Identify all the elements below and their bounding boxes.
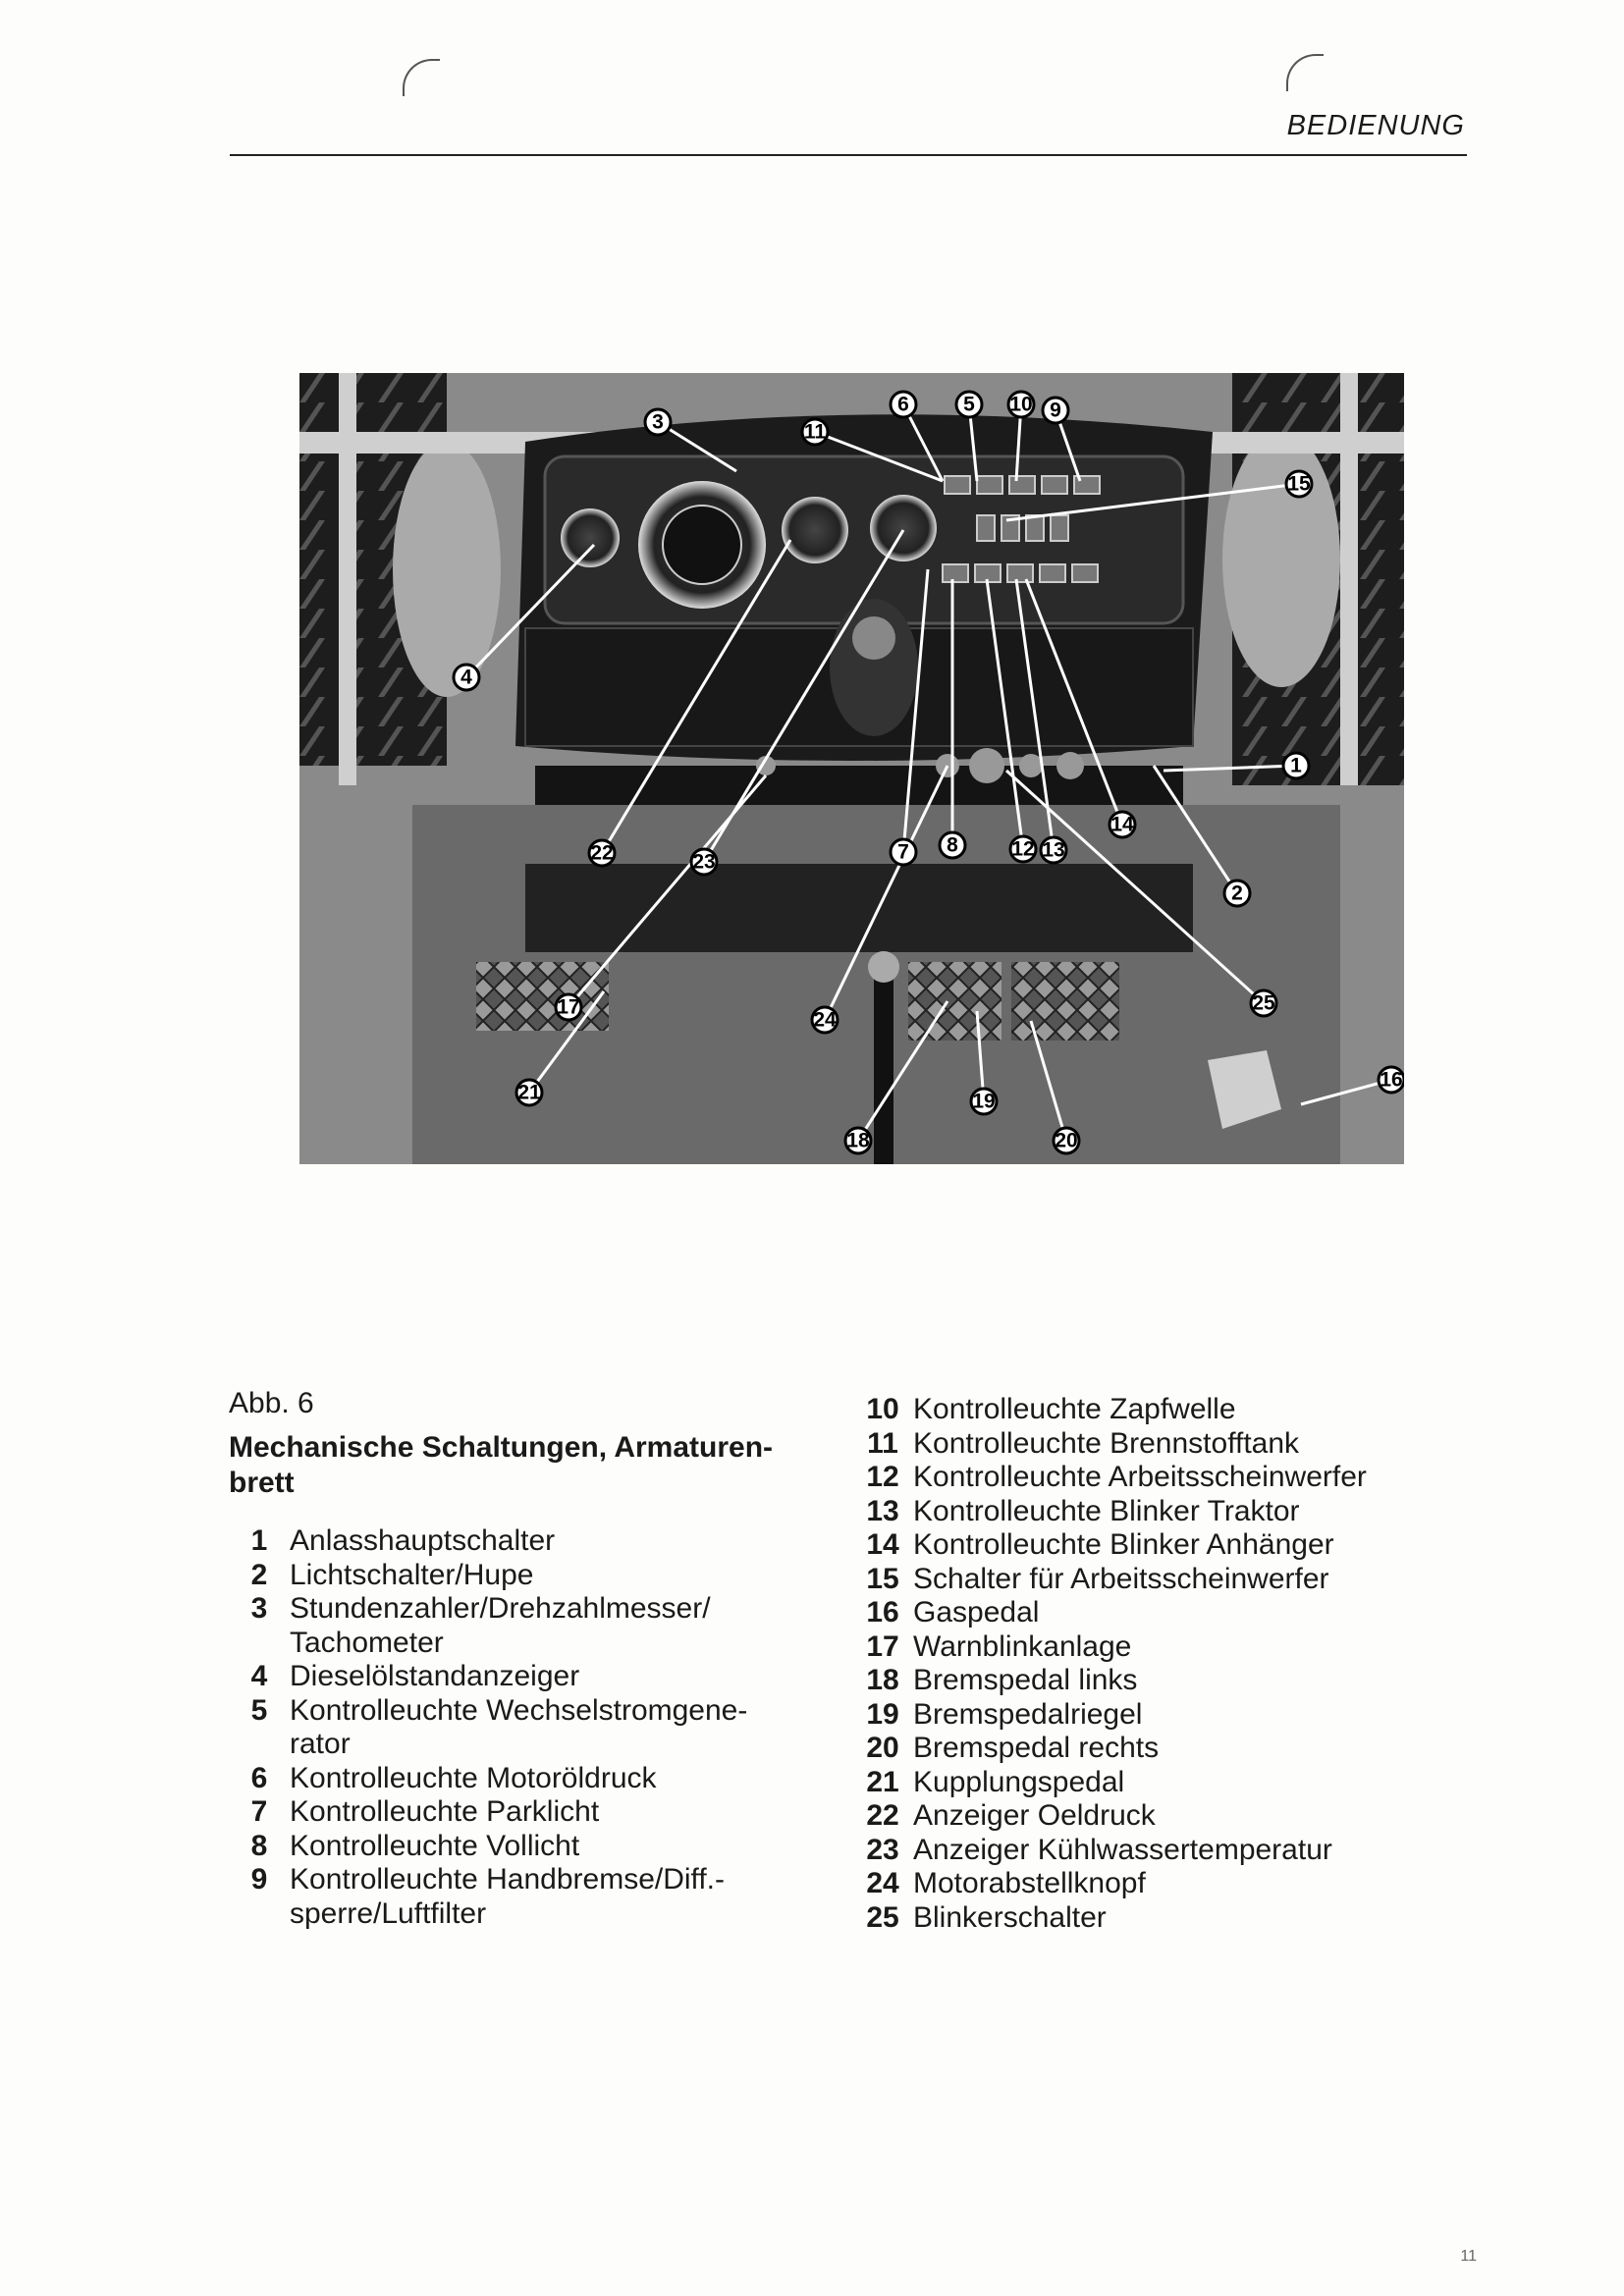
svg-text:24: 24	[813, 1008, 837, 1032]
callout-9	[1043, 398, 1068, 423]
svg-text:25: 25	[1252, 991, 1275, 1015]
callout-2	[1224, 881, 1250, 906]
hand-lever	[874, 972, 893, 1164]
legend-number: 10	[866, 1393, 899, 1425]
legend-number: 24	[866, 1867, 899, 1899]
svg-text:3: 3	[652, 410, 664, 434]
legend-item	[229, 1795, 747, 1830]
legend-text: Kontrolleuchte Handbremse/Diff.-	[290, 1863, 725, 1896]
svg-text:2: 2	[1231, 881, 1243, 905]
legend-item	[852, 1799, 1367, 1834]
legend-text: Kontrolleuchte Parklicht	[290, 1795, 600, 1828]
figure-caption	[229, 1387, 838, 1501]
callout-4	[454, 665, 479, 690]
legend-text-continuation: Tachometer	[290, 1626, 444, 1659]
legend-text-continuation: rator	[290, 1728, 351, 1760]
legend-number: 13	[866, 1494, 899, 1527]
legend-text: Lichtschalter/Hupe	[290, 1558, 534, 1591]
callout-22	[589, 840, 615, 866]
callout-19	[971, 1089, 997, 1114]
callout-16	[1379, 1067, 1404, 1093]
legend-item	[852, 1528, 1367, 1563]
clutch-pedal	[476, 962, 609, 1031]
legend-item	[229, 1830, 747, 1864]
legend-text: Kontrolleuchte Motoröldruck	[290, 1761, 657, 1794]
crop-mark-right	[1286, 54, 1324, 91]
legend-text: Kupplungspedal	[913, 1765, 1125, 1798]
brake-pedal-right	[1011, 962, 1119, 1041]
svg-text:11: 11	[803, 420, 827, 444]
legend-item	[852, 1393, 1367, 1427]
legend-item	[852, 1563, 1367, 1597]
cab-post-right	[1340, 373, 1358, 785]
svg-text:14: 14	[1110, 813, 1134, 836]
svg-text:4: 4	[460, 666, 472, 689]
callout-3	[645, 409, 671, 435]
header-divider	[230, 154, 1467, 156]
cab-post-left	[339, 373, 356, 785]
legend-item	[229, 1660, 747, 1694]
legend-item	[229, 1863, 747, 1897]
legend-number: 7	[250, 1795, 268, 1828]
legend-text: Gaspedal	[913, 1596, 1040, 1629]
brake-pedal-left	[908, 962, 1001, 1041]
callout-10	[1008, 392, 1034, 417]
legend-item	[852, 1698, 1367, 1733]
callout-6	[891, 392, 916, 417]
legend-number: 9	[250, 1863, 268, 1896]
legend-number: 8	[250, 1829, 268, 1862]
legend-text: Dieselölstandanzeiger	[290, 1660, 580, 1692]
legend-item	[852, 1461, 1367, 1495]
oil-pressure-gauge	[782, 497, 848, 563]
legend-number: 21	[866, 1765, 899, 1798]
legend-text: Anzeiger Oeldruck	[913, 1799, 1156, 1832]
svg-text:18: 18	[846, 1129, 870, 1152]
svg-text:20: 20	[1055, 1129, 1078, 1152]
legend-item	[852, 1901, 1367, 1936]
callout-17	[556, 994, 581, 1020]
callout-23	[691, 849, 717, 875]
legend-number: 15	[866, 1562, 899, 1595]
legend-item	[229, 1762, 747, 1796]
legend-text: Anzeiger Kühlwassertemperatur	[913, 1833, 1332, 1866]
legend-number: 12	[866, 1461, 899, 1493]
callout-15	[1286, 471, 1312, 497]
callout-7	[891, 839, 916, 865]
crop-mark-left	[403, 59, 440, 96]
svg-text:13: 13	[1042, 838, 1065, 862]
legend-item	[852, 1495, 1367, 1529]
gear-knob	[852, 616, 895, 660]
callout-12	[1010, 836, 1036, 862]
legend-item	[229, 1592, 747, 1627]
legend-item	[852, 1596, 1367, 1630]
legend-item	[852, 1427, 1367, 1462]
legend-number: 2	[250, 1558, 268, 1591]
legend-number: 16	[866, 1596, 899, 1629]
section-title: BEDIENUNG	[1286, 110, 1465, 141]
legend-text: Schalter für Arbeitsscheinwerfer	[913, 1562, 1329, 1595]
diesel-gauge	[561, 508, 620, 567]
legend-text-continuation: sperre/Luftfilter	[290, 1896, 487, 1930]
svg-text:17: 17	[557, 995, 580, 1019]
legend-number: 23	[866, 1833, 899, 1866]
svg-text:7: 7	[897, 840, 909, 864]
legend-text: Anlasshauptschalter	[290, 1524, 556, 1557]
legend-number: 3	[250, 1592, 268, 1625]
svg-text:21: 21	[517, 1081, 541, 1104]
dashboard-photo	[299, 373, 1404, 1164]
legend-item	[852, 1664, 1367, 1698]
svg-text:12: 12	[1011, 837, 1035, 861]
svg-text:23: 23	[692, 850, 716, 874]
callout-1	[1283, 753, 1309, 778]
legend-item	[852, 1766, 1367, 1800]
callout-25	[1251, 990, 1276, 1016]
dashboard-illustration	[299, 373, 1404, 1164]
right-rim	[1222, 432, 1340, 687]
legend-item	[229, 1559, 747, 1593]
legend-text: Bremspedal rechts	[913, 1732, 1160, 1764]
callout-13	[1041, 837, 1066, 863]
legend-text: Kontrolleuchte Brennstofftank	[913, 1426, 1300, 1460]
svg-text:9: 9	[1050, 399, 1061, 422]
legend-text: Bremspedalriegel	[913, 1697, 1143, 1731]
legend-text: Warnblinkanlage	[913, 1629, 1132, 1663]
svg-text:22: 22	[590, 841, 614, 865]
coolant-temp-gauge	[870, 495, 937, 561]
legend-text: Kontrolleuchte Blinker Traktor	[913, 1494, 1300, 1527]
callout-18	[845, 1128, 871, 1153]
legend-right	[852, 1393, 1367, 1935]
svg-text:19: 19	[972, 1090, 996, 1113]
callout-8	[940, 832, 965, 858]
legend-number: 22	[866, 1799, 899, 1832]
legend-text: Kontrolleuchte Arbeitsscheinwerfer	[913, 1461, 1367, 1493]
callout-11	[802, 419, 828, 445]
legend-item	[229, 1694, 747, 1729]
legend-text: Kontrolleuchte Vollicht	[290, 1829, 580, 1862]
legend-text: Bremspedal links	[913, 1664, 1138, 1696]
callout-14	[1110, 812, 1135, 837]
legend-item	[852, 1630, 1367, 1665]
legend-text: Motorabstellknopf	[913, 1867, 1146, 1899]
callout-24	[812, 1007, 838, 1033]
callout-5	[956, 392, 982, 417]
legend-text: Kontrolleuchte Blinker Anhänger	[913, 1528, 1334, 1561]
svg-text:15: 15	[1287, 472, 1311, 496]
svg-text:8: 8	[947, 833, 958, 857]
page-number: 11	[1460, 2248, 1477, 2265]
legend-item	[852, 1834, 1367, 1868]
figure-title: Mechanische Schaltungen, Armaturen-brett	[229, 1431, 774, 1499]
legend-number: 11	[867, 1426, 898, 1460]
legend-number: 14	[866, 1528, 899, 1561]
legend-number: 1	[250, 1524, 268, 1557]
callout-20	[1054, 1128, 1079, 1153]
svg-text:1: 1	[1290, 754, 1302, 777]
callout-21	[516, 1080, 542, 1105]
legend-number: 4	[250, 1660, 268, 1692]
figure-number: Abb. 6	[229, 1387, 314, 1419]
legend-text: Stundenzahler/Drehzahlmesser/	[290, 1592, 711, 1625]
legend-text: Kontrolleuchte Wechselstromgene-	[290, 1693, 748, 1727]
svg-text:16: 16	[1380, 1068, 1403, 1092]
legend-left	[229, 1524, 747, 1931]
legend-number: 25	[866, 1900, 899, 1934]
legend-item	[852, 1732, 1367, 1766]
svg-text:10: 10	[1009, 393, 1033, 416]
legend-number: 19	[866, 1697, 899, 1731]
legend-number: 17	[866, 1629, 899, 1663]
legend-number: 18	[866, 1664, 899, 1696]
legend-text: Blinkerschalter	[913, 1900, 1107, 1934]
svg-text:6: 6	[897, 393, 909, 416]
legend-number: 6	[250, 1761, 268, 1794]
legend-item	[852, 1867, 1367, 1901]
legend-number: 5	[250, 1693, 268, 1727]
legend-text: Kontrolleuchte Zapfwelle	[913, 1393, 1236, 1425]
svg-text:5: 5	[963, 393, 975, 416]
legend-item	[229, 1524, 747, 1559]
legend-number: 20	[866, 1732, 899, 1764]
